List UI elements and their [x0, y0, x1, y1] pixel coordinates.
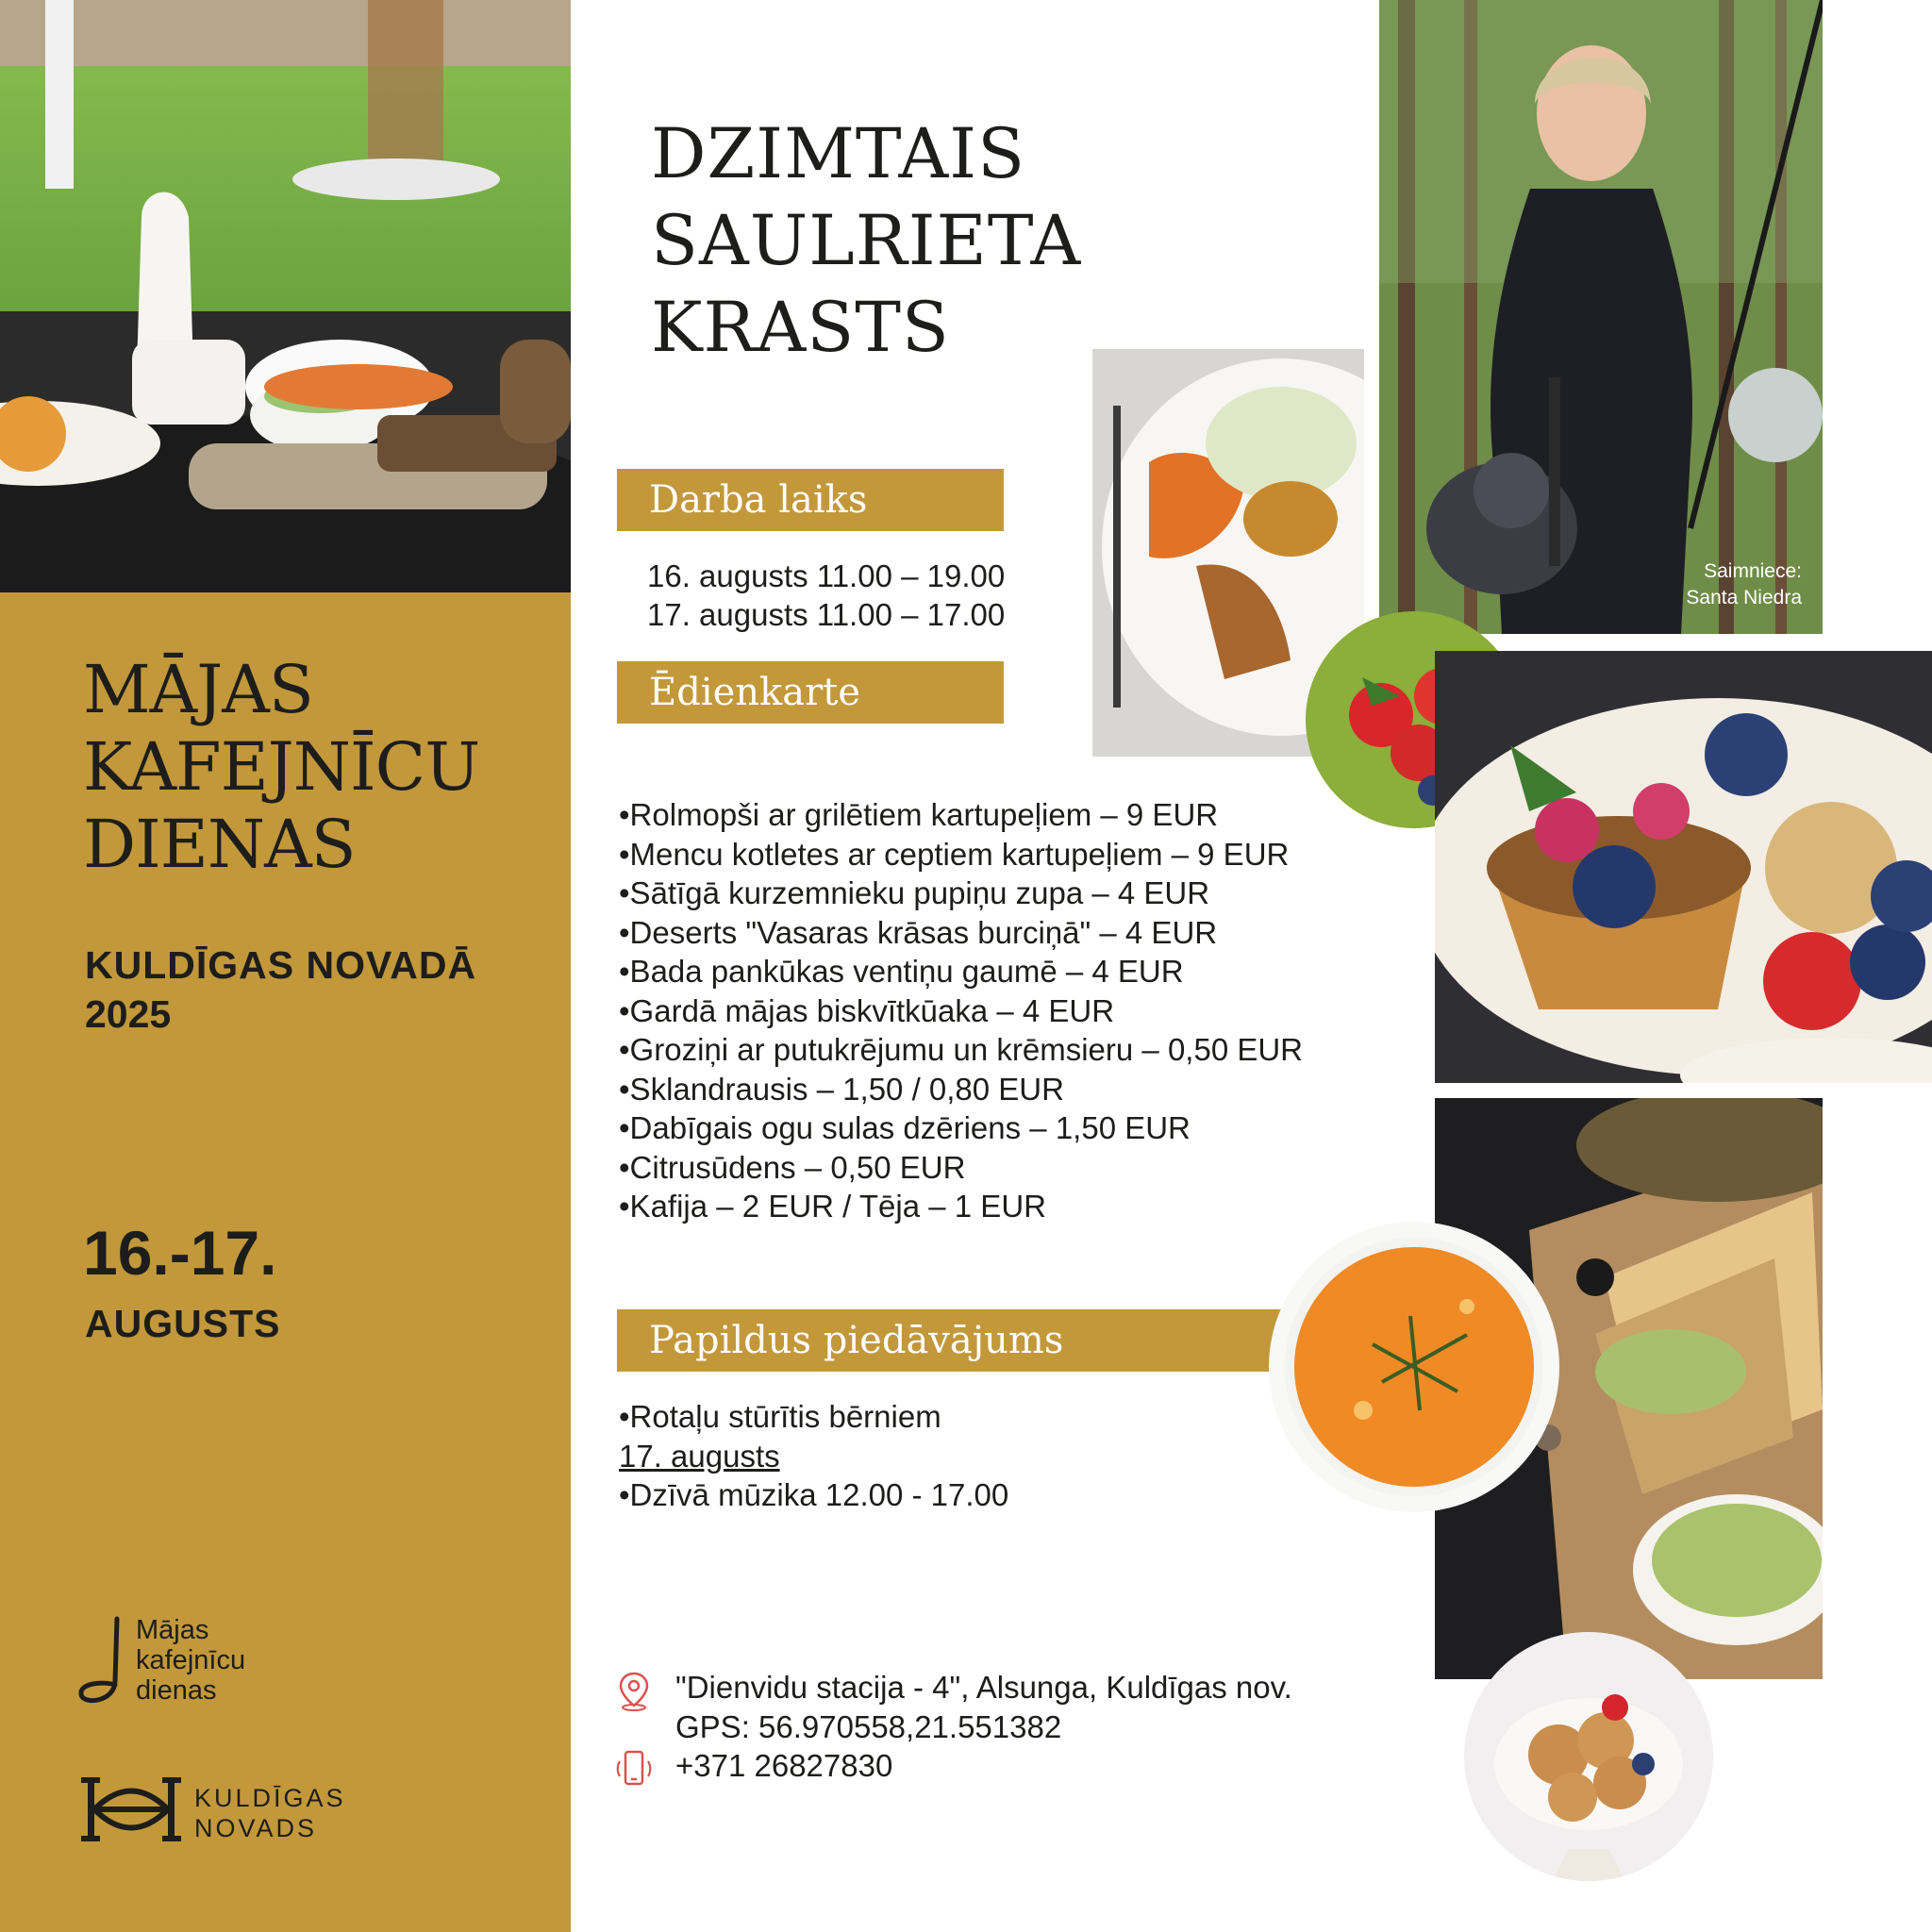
event-year: 2025 — [85, 992, 172, 1036]
extra-offer-heading: Papildus piedāvājums — [617, 1309, 1281, 1372]
venue-title-line: KRASTS — [651, 288, 950, 368]
berry-tart-photo — [1435, 651, 1932, 1083]
opening-hours-heading: Darba laiks — [617, 469, 1004, 531]
bean-soup-photo — [1269, 1222, 1559, 1512]
menu-item: •Sātīgā kurzemnieku pupiņu zupa – 4 EUR — [619, 875, 1210, 910]
menu-item: •Sklandrausis – 1,50 / 0,80 EUR — [619, 1071, 1064, 1107]
menu-item: •Kafija – 2 EUR / Tēja – 1 EUR — [619, 1189, 1046, 1224]
phone-row[interactable] — [613, 1746, 1292, 1786]
event-region: KULDĪGAS NOVADĀ — [85, 943, 477, 987]
contact-block — [613, 1668, 1292, 1786]
menu-item: •Dabīgais ogu sulas dzēriens – 1,50 EUR — [619, 1110, 1191, 1145]
host-caption-line: Santa Niedra — [1686, 587, 1802, 608]
list-item: •Rotaļu stūrītis bērniem — [619, 1399, 941, 1434]
menu-item: •Deserts "Vasaras krāsas burciņā" – 4 EUR — [619, 914, 1218, 950]
logo-text-line: kafejnīcu — [136, 1645, 246, 1675]
menu-item: •Groziņi ar putukrējumu un krēmsieru – 0,50 EUR — [619, 1032, 1304, 1067]
list-item: 17. augusts 11.00 – 17.00 — [647, 597, 1006, 632]
menu-list — [619, 795, 1303, 1226]
phone-icon — [613, 1748, 655, 1790]
majas-kafejnicu-dienas-logo — [77, 1615, 294, 1709]
logo-text-line: NOVADS — [194, 1814, 318, 1842]
event-title-line: MĀJAS — [83, 651, 313, 728]
cream-puffs-photo — [1464, 1632, 1713, 1881]
extra-offer-date: 17. augusts — [619, 1438, 780, 1474]
table-setting-photo — [0, 0, 571, 592]
host-caption — [1604, 558, 1802, 611]
list-item: •Dzīvā mūzika 12.00 - 17.00 — [619, 1477, 1009, 1512]
menu-item: •Citrusūdens – 0,50 EUR — [619, 1149, 966, 1185]
gps-row — [613, 1707, 1292, 1747]
menu-item: •Rolmopši ar grilētiem kartupeļiem – 9 EUR — [619, 797, 1219, 832]
opening-hours-list — [647, 557, 1005, 634]
venue-title-line: DZIMTAIS — [651, 114, 1026, 194]
kuldigas-novads-logo — [81, 1777, 383, 1845]
gps-text: GPS: 56.970558,21.551382 — [675, 1708, 1062, 1744]
logo-text-line: Mājas — [136, 1615, 209, 1645]
menu-heading: Ēdienkarte — [617, 661, 1004, 724]
menu-item: •Gardā mājas biskvītkūaka – 4 EUR — [619, 992, 1115, 1028]
host-portrait-photo — [1379, 0, 1823, 634]
logo-text-line: dienas — [136, 1675, 217, 1706]
logo-text-line: KULDĪGAS — [194, 1784, 346, 1812]
address-row — [613, 1668, 1292, 1707]
venue-title — [651, 111, 1081, 372]
extra-offer-list — [619, 1397, 1008, 1515]
event-title-line: DIENAS — [83, 806, 356, 883]
event-title-line: KAFEJNĪCU — [83, 728, 480, 806]
event-dates: 16.-17. — [83, 1218, 277, 1288]
menu-item: •Mencu kotletes ar ceptiem kartupeļiem – 9 EUR — [619, 836, 1290, 872]
menu-item: •Bada pankūkas ventiņu gaumē – 4 EUR — [619, 954, 1184, 989]
event-month: AUGUSTS — [85, 1302, 281, 1345]
host-caption-line: Saimniece: — [1704, 560, 1802, 582]
ladle-icon — [77, 1615, 130, 1709]
venue-title-line: SAULRIETA — [651, 201, 1082, 281]
phone-number[interactable]: +371 26827830 — [675, 1748, 893, 1783]
address-text: "Dienvidu stacija - 4", Alsunga, Kuldīgas nov. — [675, 1670, 1292, 1705]
kuldiga-emblem-icon — [81, 1777, 181, 1841]
map-pin-icon — [613, 1670, 655, 1711]
list-item: 16. augusts 11.00 – 19.00 — [647, 558, 1006, 593]
event-title — [83, 651, 555, 883]
